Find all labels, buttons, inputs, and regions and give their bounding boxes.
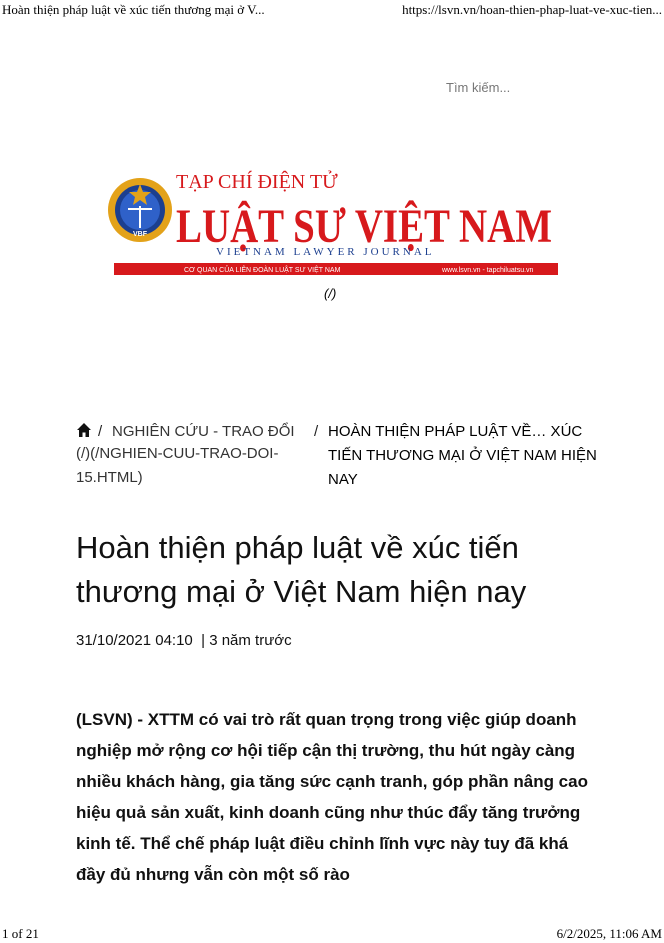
breadcrumb-separator: / (98, 423, 103, 440)
breadcrumb-current (306, 420, 606, 492)
svg-text:www.lsvn.vn - tapchiluatsu.vn: www.lsvn.vn - tapchiluatsu.vn (442, 267, 534, 274)
home-icon[interactable] (76, 422, 92, 438)
breadcrumb-separator: / (314, 423, 319, 440)
logo-graphic (106, 162, 558, 276)
breadcrumb-category-url[interactable]: (/)(/NGHIEN-CUU-TRAO-DOI-15.HTML) (76, 445, 279, 486)
vbf-emblem-icon (108, 178, 172, 242)
print-footer (0, 926, 664, 942)
article-lead: (LSVN) - XTTM có vai trò rất quan trọng trong việc giúp doanh nghiệp mở rộng cơ hội tiếp cận thị trường, thu hút ngày càng nhiều khách hàng, gia tăng sức cạnh tranh, góp phần nâng cao hiệu quả sản xuất, kinh doanh cũng như thúc đẩy tăng trưởng kinh tế. Thể chế pháp luật điều chỉnh lĩnh vực này tuy đã khá đầy đủ nhưng vẫn còn một số rào (76, 710, 588, 884)
print-page-title: Hoàn thiện pháp luật về xúc tiến thương mại ở V... (2, 2, 265, 17)
breadcrumb-current-text: HOÀN THIỆN PHÁP LUẬT VỀ… XÚC TIẾN THƯƠNG MẠI Ở VIỆT NAM HIỆN NAY (328, 423, 597, 488)
article-meta (76, 632, 292, 649)
logo-link-url[interactable]: (/) (324, 286, 337, 301)
print-page-number: 1 of 21 (2, 926, 39, 941)
article-ago: | 3 năm trước (201, 632, 292, 649)
svg-text:CƠ QUAN CỦA LIÊN ĐOÀN LUẬT SƯ: CƠ QUAN CỦA LIÊN ĐOÀN LUẬT SƯ VIỆT NAM (184, 267, 341, 274)
article-title: Hoàn thiện pháp luật về xúc tiến thương mại ở Việt Nam hiện nay (76, 530, 527, 609)
search-input[interactable]: Tìm kiếm... (446, 80, 511, 95)
svg-text:VIETNAM LAWYER JOURNAL: VIETNAM LAWYER JOURNAL (216, 246, 435, 258)
article-date: 31/10/2021 04:10 (76, 632, 193, 649)
print-page-url: https://lsvn.vn/hoan-thien-phap-luat-ve-xuc-tien... (402, 2, 662, 17)
svg-text:VBF: VBF (133, 231, 147, 238)
svg-text:LUẬT SƯ VIỆT NAM: LUẬT SƯ VIỆT N (176, 200, 558, 253)
site-logo[interactable] (106, 162, 558, 276)
print-datetime: 6/2/2025, 11:06 AM (556, 926, 662, 941)
breadcrumb-category-link[interactable]: NGHIÊN CỨU - TRAO ĐỔI (112, 423, 295, 440)
svg-text:TẠP CHÍ ĐIỆN TỬ: TẠP CHÍ ĐIỆN TỬ (176, 171, 338, 193)
print-header (0, 2, 664, 18)
